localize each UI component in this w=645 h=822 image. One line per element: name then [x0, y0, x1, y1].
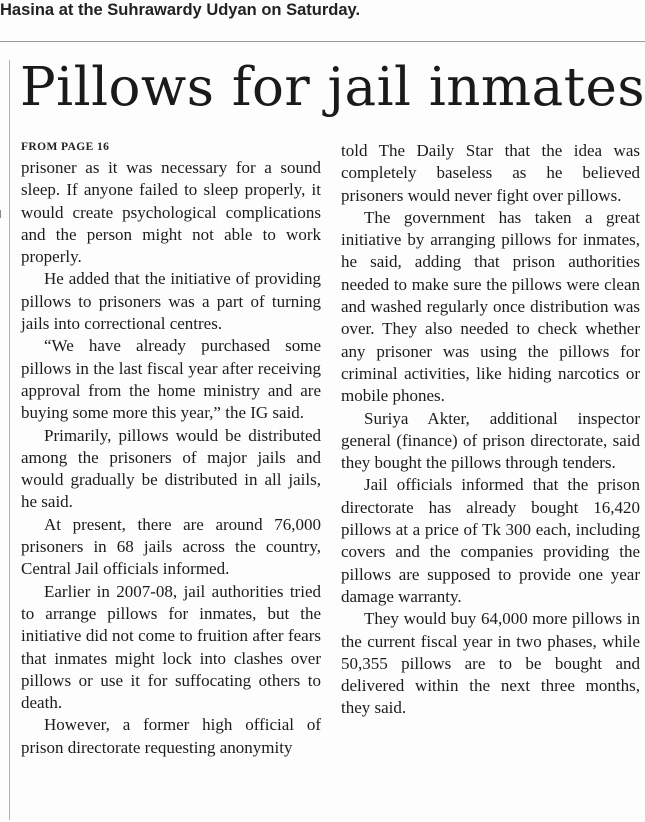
article-column-left	[21, 157, 321, 759]
column-edge-line	[9, 60, 10, 820]
section-divider	[0, 41, 645, 42]
continued-from-label: FROM PAGE 16	[21, 141, 110, 153]
paragraph: Jail officials informed that the prison directorate has already bought 16,420 pillows at a price of Tk 300 each, including covers and the companies providing the pillows are supposed to provide one year damage warranty.	[341, 475, 640, 606]
paragraph: prisoner as it was necessary for a sound sleep. If anyone failed to sleep properly, it would create psychological complications and the person might not able to work properly.	[21, 158, 321, 267]
paragraph: Earlier in 2007-08, jail authorities tried to arrange pillows for inmates, but the initiative did not come to fruition after fears that inmates might lock into clashes over pillows or use it for suffocating others to death.	[21, 581, 321, 713]
article-column-right	[341, 140, 640, 720]
column-edge-tick	[0, 210, 5, 218]
paragraph: Suriya Akter, additional inspector general (finance) of prison directorate, said they bought the pillows through tenders.	[341, 408, 640, 473]
paragraph: At present, there are around 76,000 prisoners in 68 jails across the country, Central Jail officials informed.	[21, 514, 321, 579]
previous-story-caption: Hasina at the Suhrawardy Udyan on Saturday.	[0, 1, 361, 19]
paragraph: “We have already purchased some pillows in the last fiscal year after receiving approval from the home ministry and are buying some more this year,” the IG said.	[21, 336, 321, 423]
paragraph: He added that the initiative of providing pillows to prisoners was a part of turning jails into correctional centres.	[21, 269, 321, 334]
paragraph: However, a former high official of prison directorate requesting anonymity	[21, 715, 321, 757]
paragraph: told The Daily Star that the idea was completely baseless as he believed prisoners would never fight over pillows.	[341, 141, 640, 205]
paragraph: The government has taken a great initiative by arranging pillows for inmates, he said, adding that prison authorities needed to make sure the pillows were clean and washed regularly once distribution was over. They also needed to check whether any prisoner was using the pillows for criminal activities, like hiding narcotics or mobile phones.	[341, 207, 640, 406]
paragraph: They would buy 64,000 more pillows in the current fiscal year in two phases, while 50,355 pillows are to be bought and delivered within the next three months, they said.	[341, 609, 640, 718]
paragraph: Primarily, pillows would be distributed among the prisoners of major jails and would gradually be distributed in all jails, he said.	[21, 425, 321, 512]
article-headline: Pillows for jail inmates	[20, 57, 645, 118]
